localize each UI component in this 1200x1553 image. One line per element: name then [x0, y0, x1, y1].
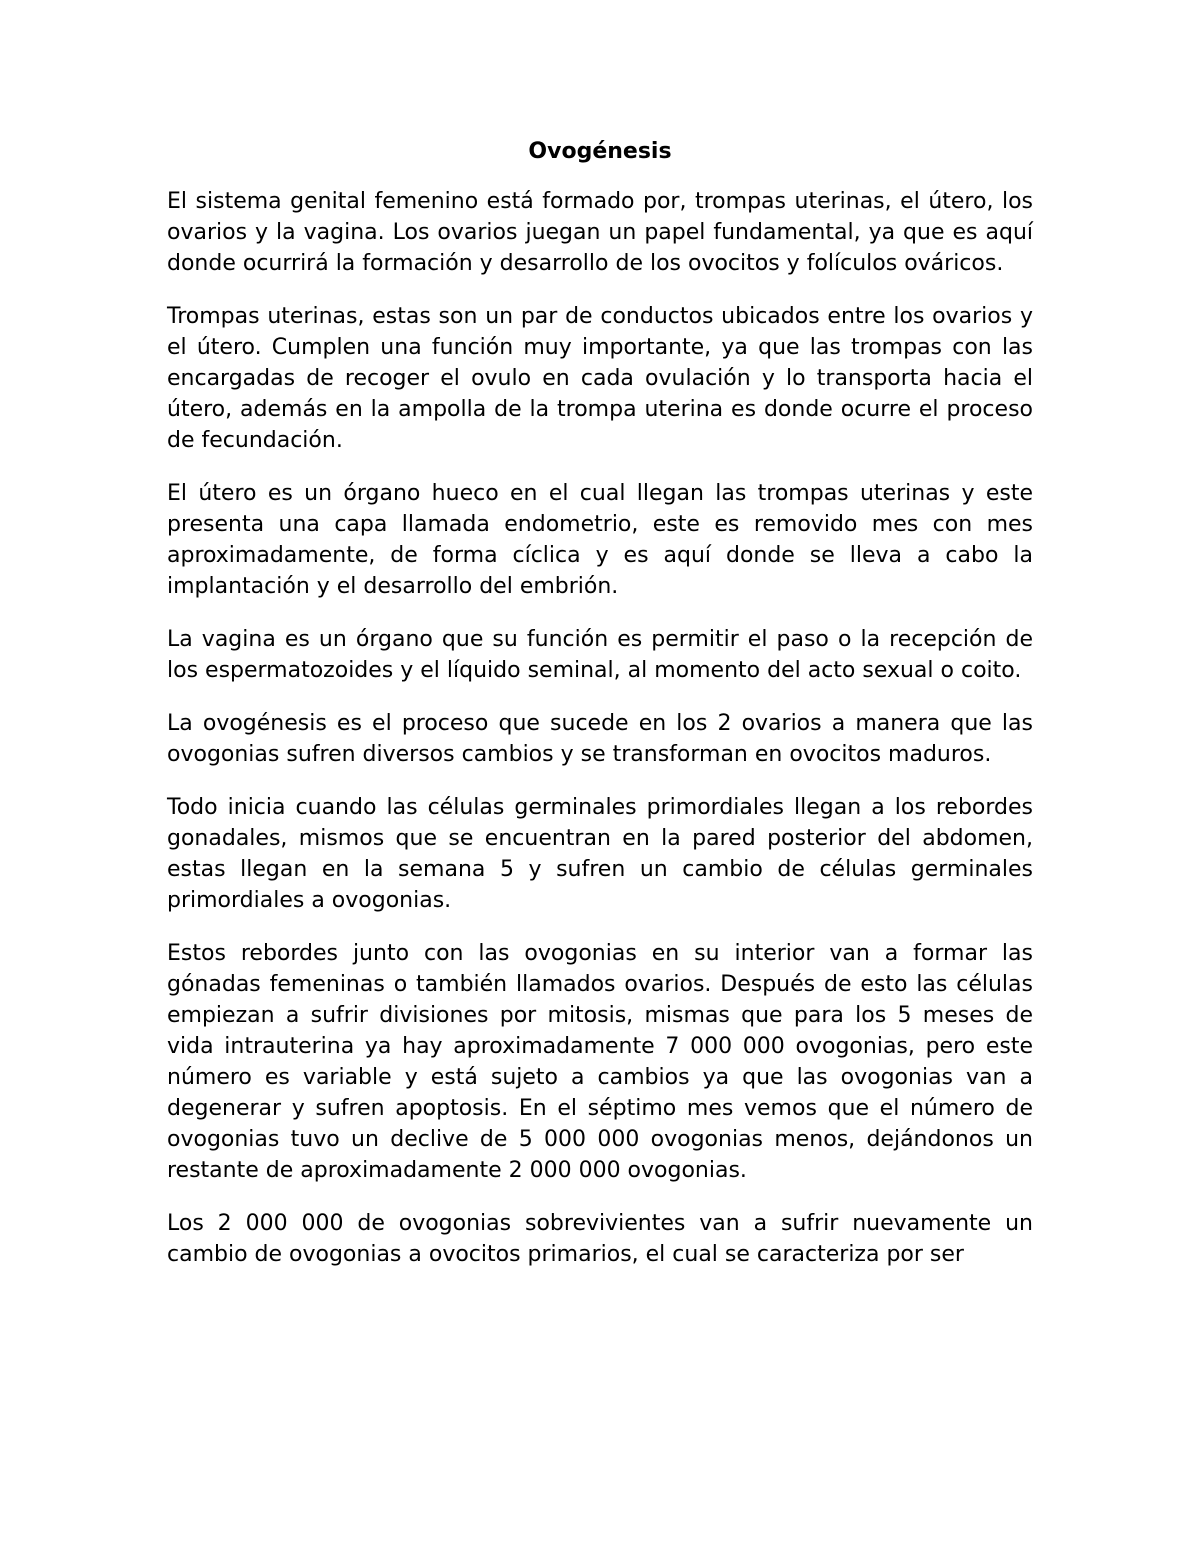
document-page [167, 136, 1033, 1292]
paragraph-vagina: La vagina es un órgano que su función es permitir el paso o la recepción de los espermatozoides y el líquido seminal, al momento del acto sexual o coito. [167, 627, 1033, 683]
paragraph-trompas-uterinas: Trompas uterinas, estas son un par de conductos ubicados entre los ovarios y el útero. Cumplen una función muy importante, ya que las trompas con las encargadas de recoger el ovulo en cada ovulación y lo transporta hacia el útero, además en la ampolla de la trompa uterina es donde ocurre el proceso de fecundación. [167, 304, 1033, 453]
paragraph-ovocitos-primarios: Los 2 000 000 de ovogonias sobrevivientes van a sufrir nuevamente un cambio de ovogonias a ovocitos primarios, el cual se caracteriza por ser [167, 1211, 1033, 1267]
paragraph-sistema-genital: El sistema genital femenino está formado por, trompas uterinas, el útero, los ovarios y la vagina. Los ovarios juegan un papel fundamental, ya que es aquí donde ocurrirá la formación y desarrollo de los ovocitos y folículos ováricos. [167, 189, 1033, 276]
paragraph-rebordes-ovogonias: Estos rebordes junto con las ovogonias en su interior van a formar las gónadas femeninas o también llamados ovarios. Después de esto las células empiezan a sufrir divisiones por mitosis, mismas que para los 5 meses de vida intrauterina ya hay aproximadamente 7 000 000 ovogonias, pero este número es variable y está sujeto a cambios ya que las ovogonias van a degenerar y sufren apoptosis. En el séptimo mes vemos que el número de ovogonias tuvo un declive de 5 000 000 ovogonias menos, dejándonos un restante de aproximadamente 2 000 000 ovogonias. [167, 941, 1033, 1183]
paragraph-utero: El útero es un órgano hueco en el cual llegan las trompas uterinas y este presenta una capa llamada endometrio, este es removido mes con mes aproximadamente, de forma cíclica y es aquí donde se lleva a cabo la implantación y el desarrollo del embrión. [167, 481, 1033, 599]
paragraph-celulas-germinales: Todo inicia cuando las células germinales primordiales llegan a los rebordes gonadales, mismos que se encuentran en la pared posterior del abdomen, estas llegan en la semana 5 y sufren un cambio de células germinales primordiales a ovogonias. [167, 795, 1033, 913]
paragraph-ovogenesis-definicion: La ovogénesis es el proceso que sucede en los 2 ovarios a manera que las ovogonias sufren diversos cambios y se transforman en ovocitos maduros. [167, 711, 1033, 767]
page-title: Ovogénesis [528, 139, 672, 164]
